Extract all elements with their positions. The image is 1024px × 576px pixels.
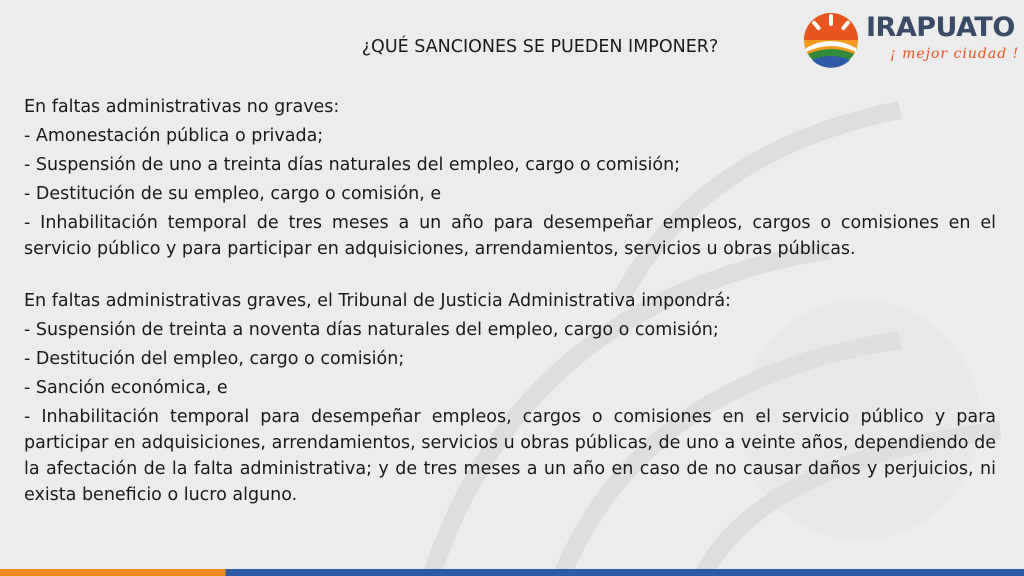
footer-color-bar bbox=[0, 569, 1024, 576]
list-item: - Suspensión de uno a treinta días naturales del empleo, cargo o comisión; bbox=[24, 155, 681, 175]
list-item: - Inhabilitación temporal de tres meses a un año para desempeñar empleos, cargos o comisiones en el servicio público y para participar en adquisiciones, arrendamientos, servicios u obras públicas. bbox=[24, 213, 996, 259]
list-item: - Inhabilitación temporal para desempeñar empleos, cargos o comisiones en el servicio público y para participar en adquisiciones, arrendamientos, servicios u obras públicas, de uno a veinte años, dependiendo de la afectación de la falta administrativa; y de tres meses a un año en caso de no causar daños y perjuicios, ni exista beneficio o lucro alguno. bbox=[24, 407, 996, 505]
list-item: - Destitución de su empleo, cargo o comisión, e bbox=[24, 184, 442, 204]
list-item: - Amonestación pública o privada; bbox=[24, 126, 324, 146]
section-heading-no-graves: En faltas administrativas no graves: bbox=[24, 97, 340, 117]
logo-tagline: ¡ mejor ciudad ! bbox=[890, 46, 1020, 62]
slide-content bbox=[24, 34, 996, 508]
section-heading-graves: En faltas administrativas graves, el Tribunal de Justicia Administrativa impondrá: bbox=[24, 291, 731, 311]
list-item: - Sanción económica, e bbox=[24, 378, 228, 398]
logo-wordmark: IRAPUATO bbox=[866, 12, 1015, 43]
slide-title: ¿QUÉ SANCIONES SE PUEDEN IMPONER? bbox=[361, 37, 719, 57]
section-divider bbox=[24, 262, 996, 288]
list-item: - Destitución del empleo, cargo o comisión; bbox=[24, 349, 405, 369]
list-item: - Suspensión de treinta a noventa días naturales del empleo, cargo o comisión; bbox=[24, 320, 719, 340]
